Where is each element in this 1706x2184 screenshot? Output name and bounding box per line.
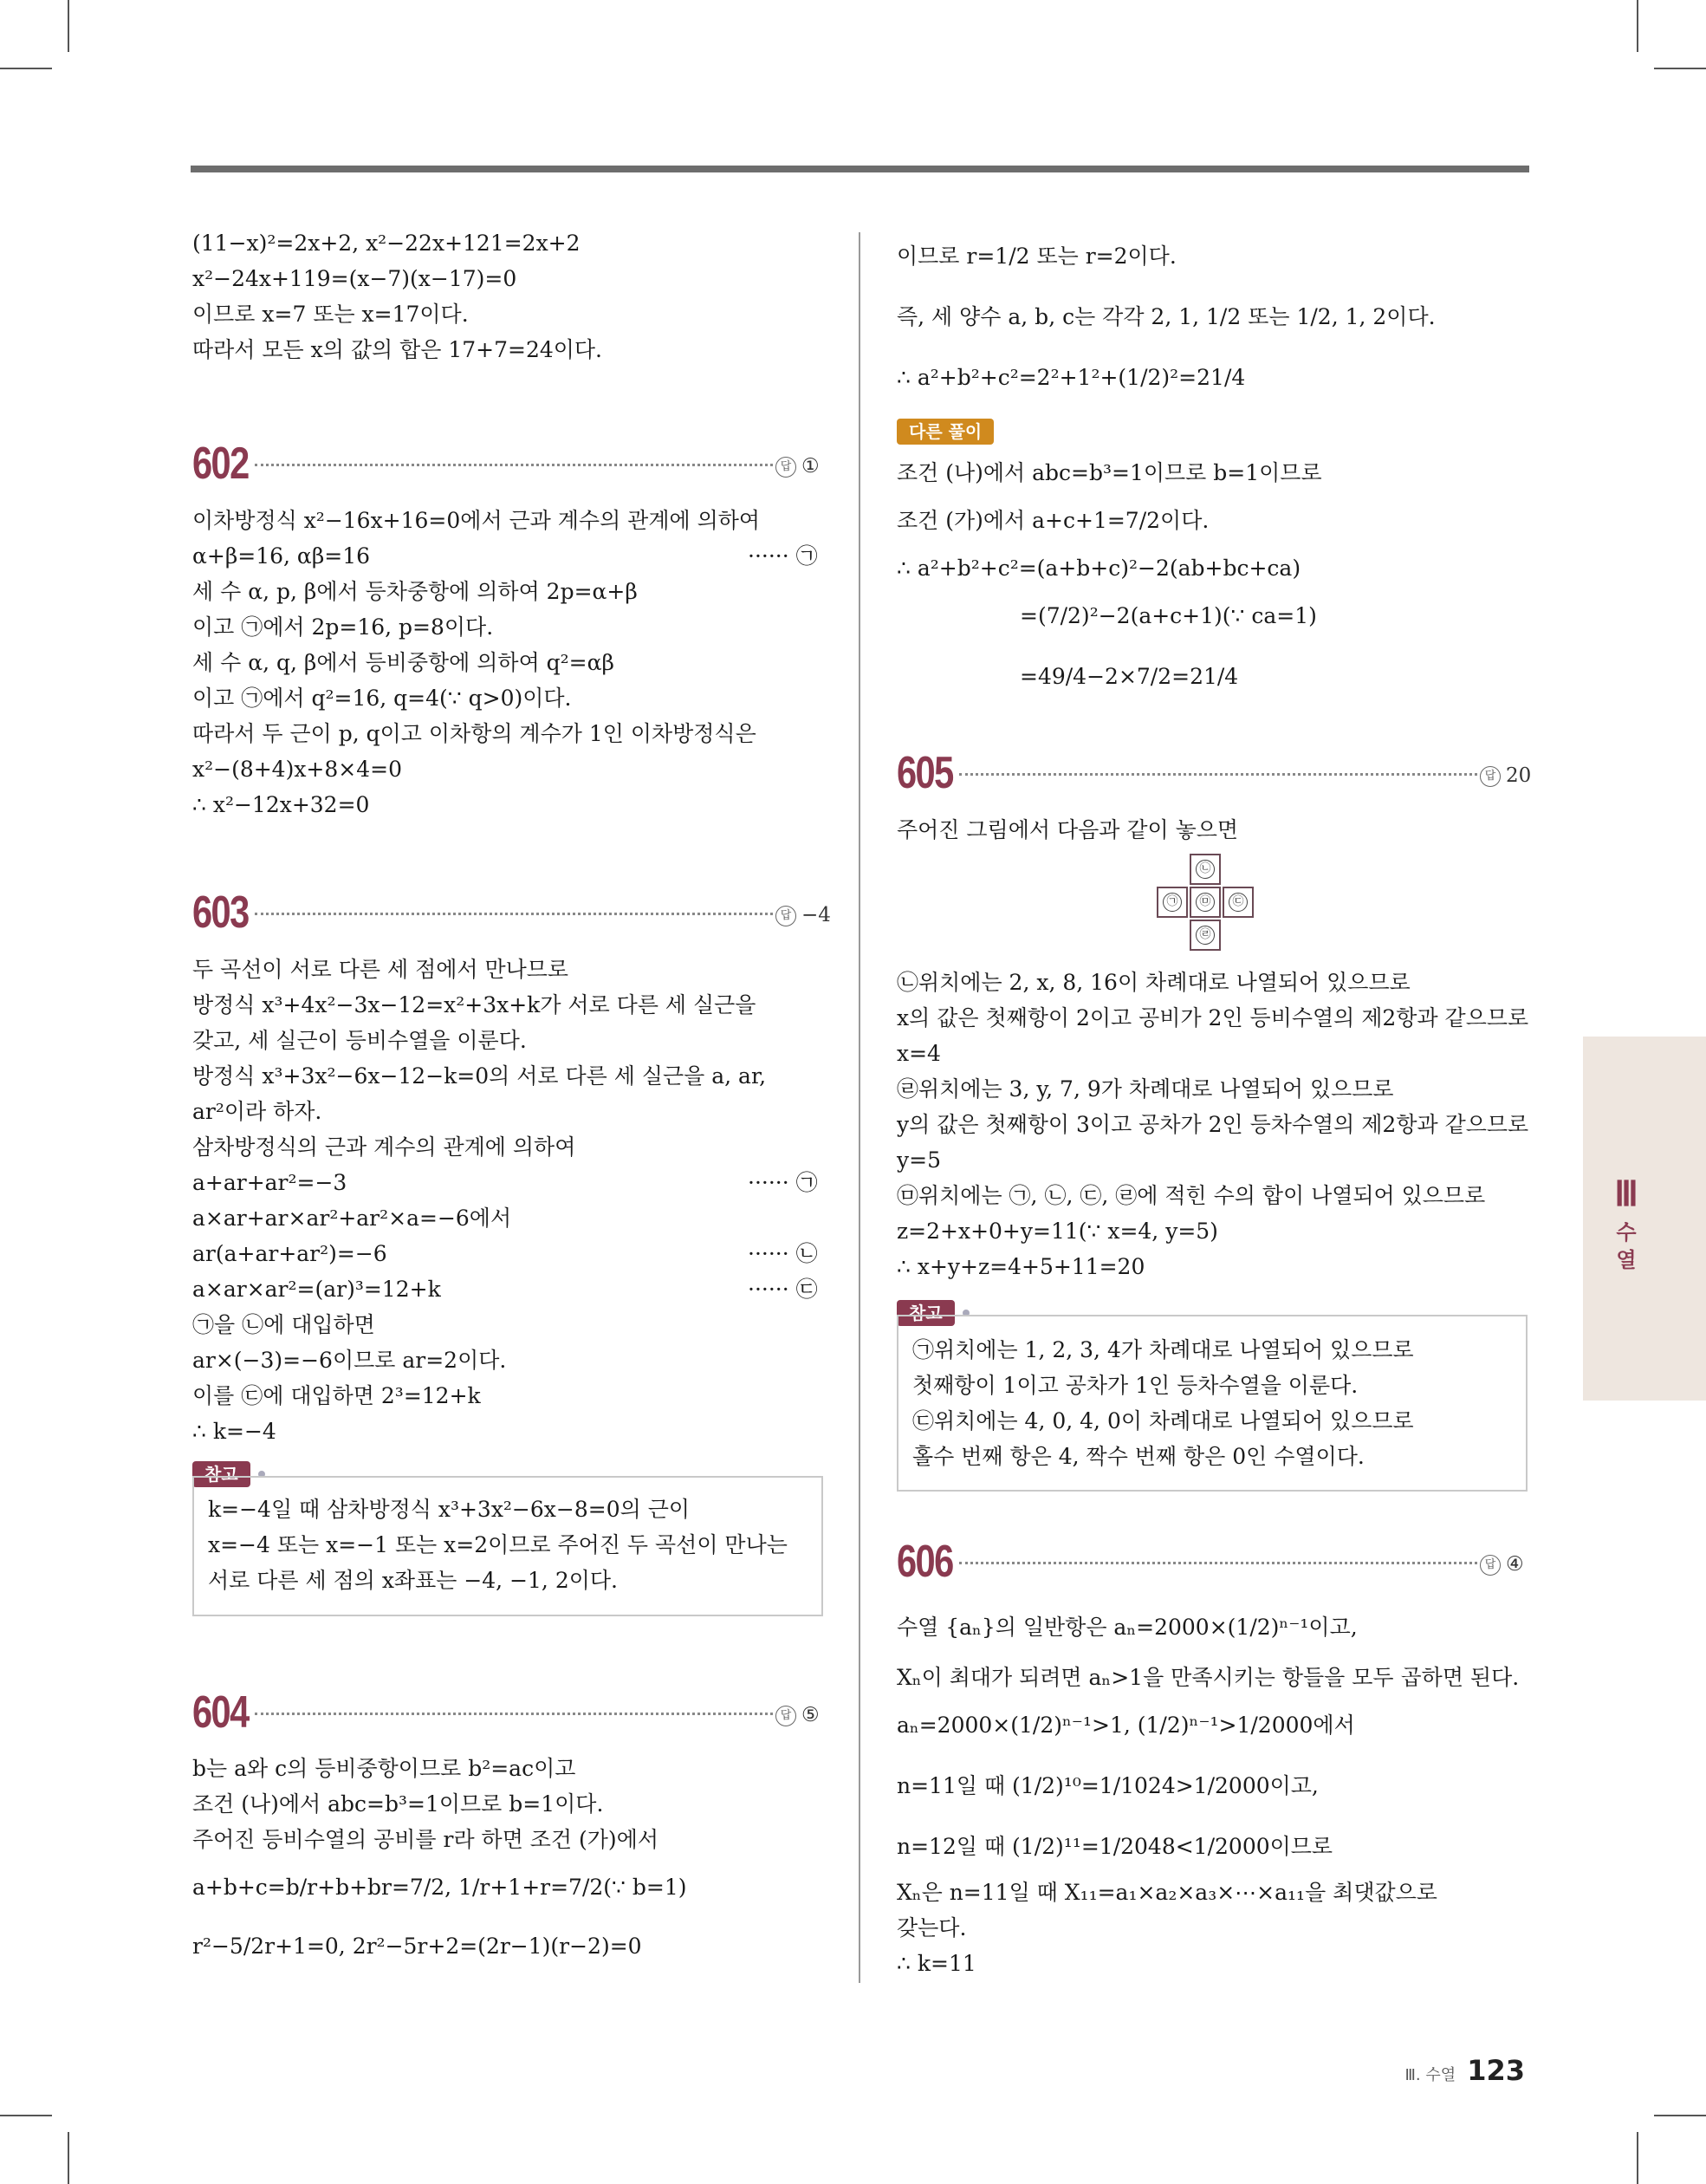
chapter-side-tab [1583,1037,1706,1401]
page-footer [1404,2054,1525,2087]
crop-mark [1637,0,1638,52]
grid-cell-top: ㉡ [1190,854,1221,885]
grid-cell-left: ㉠ [1157,887,1188,918]
leader-dots [959,773,1477,776]
note-line: k=−4일 때 삼차방정식 x³+3x²−6x−8=0의 근이 [208,1497,690,1522]
note-line: 서로 다른 세 점의 x좌표는 −4, −1, 2이다. [208,1568,618,1593]
solution-line: x²−24x+119=(x−7)(x−17)=0 [192,266,517,291]
solution-line: 갖는다. [897,1915,967,1940]
alt-solution-badge: 다른 풀이 [897,419,994,445]
solution-line: 방정식 x³+3x²−6x−12−k=0의 서로 다른 세 실근을 a, ar, [192,1063,767,1089]
solution-line: Xₙ이 최대가 되려면 aₙ>1을 만족시키는 항들을 모두 곱하면 된다. [897,1665,1520,1690]
equation-tag: ······ ㉠ [748,1170,818,1195]
note-line: 첫째항이 1이고 공차가 1인 등차수열을 이룬다. [912,1373,1359,1398]
solution-line: x²−(8+4)x+8×4=0 [192,757,402,782]
solution-line: 따라서 두 근이 p, q이고 이차항의 계수가 1인 이차방정식은 [192,721,756,746]
solution-line: 이를 ㉢에 대입하면 2³=12+k [192,1383,481,1408]
problem-number: 606 [897,1537,953,1587]
solution-line: a×ar×ar²=(ar)³=12+k [192,1277,441,1302]
solution-line: 세 수 α, p, β에서 등차중항에 의하여 2p=α+β [192,579,638,604]
solution-line: 이므로 r=1/2 또는 r=2이다. [897,244,1177,269]
crop-mark [1654,68,1706,69]
header-rule [191,166,1529,172]
solution-line: =(7/2)²−2(a+c+1)(∵ ca=1) [1020,603,1317,628]
solution-line: 수열 {aₙ}의 일반항은 aₙ=2000×(1/2)ⁿ⁻¹이고, [897,1615,1358,1640]
crop-mark [1637,2132,1638,2184]
solution-line: ar(a+ar+ar²)=−6 [192,1241,387,1266]
solution-line: =49/4−2×7/2=21/4 [1020,664,1239,689]
problem-number: 605 [897,748,953,798]
solution-line: 방정식 x³+4x²−3x−12=x²+3x+k가 서로 다른 세 실근을 [192,992,756,1017]
solution-line: y=5 [897,1147,941,1173]
crop-mark [0,68,52,69]
solution-line: ∴ a²+b²+c²=2²+1²+(1/2)²=21/4 [897,365,1246,390]
solution-line: Xₙ은 n=11일 때 X₁₁=a₁×a₂×a₃×⋯×a₁₁을 최댓값으로 [897,1880,1437,1905]
solution-line: 이차방정식 x²−16x+16=0에서 근과 계수의 관계에 의하여 [192,508,761,533]
answer-mark: 답 ④ [1480,1551,1524,1577]
page-number: 123 [1467,2054,1525,2087]
solution-line: ∴ x+y+z=4+5+11=20 [897,1254,1145,1279]
solution-line: 조건 (나)에서 abc=b³=1이므로 b=1이다. [192,1791,604,1817]
note-badge: 참고 [192,1461,250,1487]
solution-line: a+ar+ar²=−3 [192,1170,347,1195]
solution-line: 조건 (나)에서 abc=b³=1이므로 b=1이므로 [897,460,1322,485]
solution-line: ar²이라 하자. [192,1099,322,1124]
column-divider [859,232,860,1983]
solution-line: n=11일 때 (1/2)¹⁰=1/1024>1/2000이고, [897,1773,1319,1798]
solution-line: 갖고, 세 실근이 등비수열을 이룬다. [192,1028,527,1053]
solution-line: 따라서 모든 x의 값의 합은 17+7=24이다. [192,337,603,362]
equation-tag: ······ ㉠ [748,543,818,569]
solution-line: 즉, 세 양수 a, b, c는 각각 2, 1, 1/2 또는 1/2, 1, 2이다. [897,304,1436,329]
solution-line: ar×(−3)=−6이므로 ar=2이다. [192,1348,507,1373]
solution-line: α+β=16, αβ=16 [192,543,371,569]
solution-line: 조건 (가)에서 a+c+1=7/2이다. [897,508,1210,533]
answer-mark: 답 ① [775,453,820,479]
answer-mark: 답 20 [1480,763,1531,789]
solution-line: 주어진 그림에서 다음과 같이 놓으면 [897,817,1239,842]
solution-line: aₙ=2000×(1/2)ⁿ⁻¹>1, (1/2)ⁿ⁻¹>1/2000에서 [897,1713,1355,1738]
note-line: ㉠위치에는 1, 2, 3, 4가 차례대로 나열되어 있으므로 [912,1337,1414,1362]
answer-mark: 답 −4 [775,902,831,928]
solution-line: 세 수 α, q, β에서 등비중항에 의하여 q²=αβ [192,650,614,675]
solution-line: 주어진 등비수열의 공비를 r라 하면 조건 (가)에서 [192,1827,658,1852]
footer-chapter: Ⅲ. 수열 [1404,2066,1456,2084]
chapter-roman-numeral: Ⅲ [1614,1174,1638,1213]
note-badge: 참고 [897,1300,955,1326]
solution-line: z=2+x+0+y=11(∵ x=4, y=5) [897,1219,1218,1244]
note-line: x=−4 또는 x=−1 또는 x=2이므로 주어진 두 곡선이 만나는 [208,1532,788,1557]
grid-cell-right: ㉢ [1223,887,1254,918]
solution-line: ㉠을 ㉡에 대입하면 [192,1312,375,1337]
leader-dots [255,464,773,466]
solution-line: 두 곡선이 서로 다른 세 점에서 만나므로 [192,957,569,982]
answer-mark: 답 ⑤ [775,1702,820,1728]
crop-mark [68,0,69,52]
leader-dots [255,913,773,915]
cross-grid-figure [1157,854,1255,952]
solution-line: 삼차방정식의 근과 계수의 관계에 의하여 [192,1134,576,1160]
solution-line: r²−5/2r+1=0, 2r²−5r+2=(2r−1)(r−2)=0 [192,1934,642,1959]
solution-line: b는 a와 c의 등비중항이므로 b²=ac이고 [192,1756,576,1781]
solution-line: ㉡위치에는 2, x, 8, 16이 차례대로 나열되어 있으므로 [897,970,1411,995]
solution-line: n=12일 때 (1/2)¹¹=1/2048<1/2000이므로 [897,1834,1333,1859]
leader-dots [255,1713,773,1715]
leader-dots [959,1562,1477,1564]
solution-line: a+b+c=b/r+b+br=7/2, 1/r+1+r=7/2(∵ b=1) [192,1875,687,1900]
solution-line: x=4 [897,1041,941,1066]
grid-cell-bottom: ㉣ [1190,920,1221,951]
solution-line: a×ar+ar×ar²+ar²×a=−6에서 [192,1206,512,1231]
solution-line: ∴ a²+b²+c²=(a+b+c)²−2(ab+bc+ca) [897,556,1301,581]
solution-line: y의 값은 첫째항이 3이고 공차가 2인 등차수열의 제2항과 같으므로 [897,1112,1529,1137]
crop-mark [0,2115,52,2116]
equation-tag: ······ ㉡ [748,1241,818,1266]
solution-line: ∴ k=11 [897,1951,976,1976]
crop-mark [1654,2115,1706,2116]
solution-line: 이므로 x=7 또는 x=17이다. [192,302,469,327]
equation-tag: ······ ㉢ [748,1277,818,1302]
solution-line: 이고 ㉠에서 q²=16, q=4(∵ q>0)이다. [192,686,572,711]
problem-number: 604 [192,1687,249,1738]
crop-mark [68,2132,69,2184]
solution-line: ∴ k=−4 [192,1419,276,1444]
solution-line: (11−x)²=2x+2, x²−22x+121=2x+2 [192,231,581,256]
grid-cell-center: ㉤ [1190,887,1221,918]
chapter-tab-title: 수열 [1616,1220,1637,1272]
problem-number: 603 [192,887,249,938]
solution-line: ∴ x²−12x+32=0 [192,792,370,817]
solution-line: x의 값은 첫째항이 2이고 공비가 2인 등비수열의 제2항과 같으므로 [897,1005,1529,1030]
note-line: ㉢위치에는 4, 0, 4, 0이 차례대로 나열되어 있으므로 [912,1408,1414,1433]
solution-line: ㉣위치에는 3, y, 7, 9가 차례대로 나열되어 있으므로 [897,1076,1394,1102]
note-line: 홀수 번째 항은 4, 짝수 번째 항은 0인 수열이다. [912,1444,1365,1469]
problem-number: 602 [192,439,249,489]
solution-line: 이고 ㉠에서 2p=16, p=8이다. [192,614,494,640]
solution-line: ㉤위치에는 ㉠, ㉡, ㉢, ㉣에 적힌 수의 합이 나열되어 있으므로 [897,1183,1486,1208]
